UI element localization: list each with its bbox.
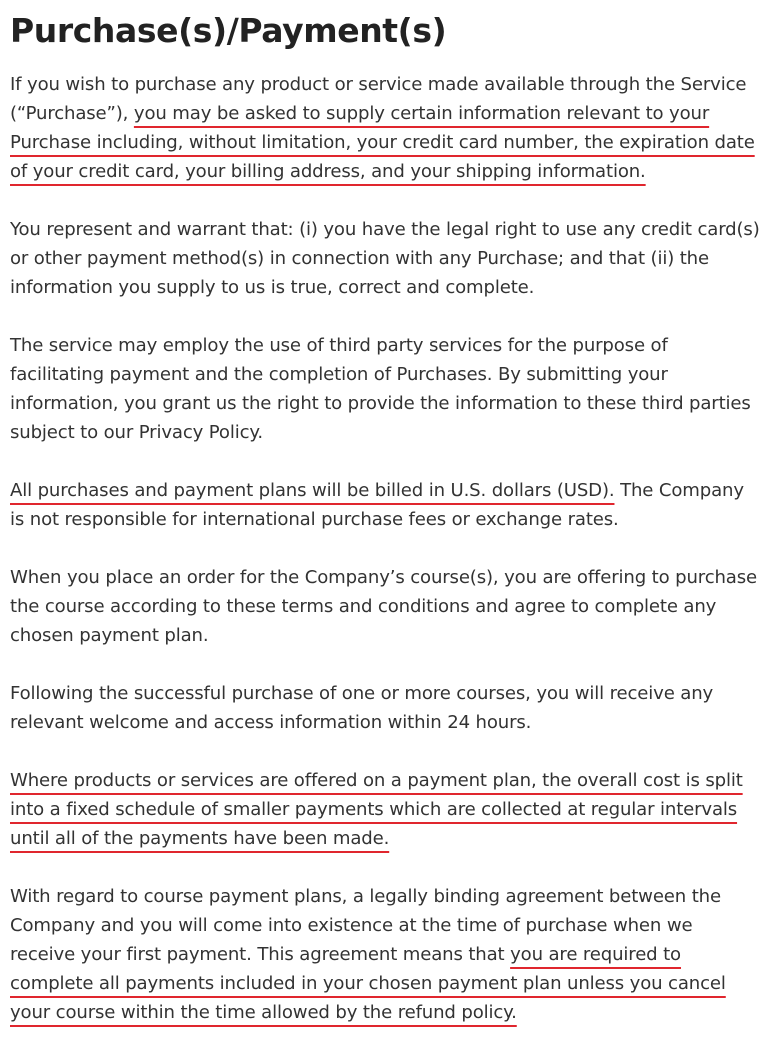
page-title: Purchase(s)/Payment(s) — [10, 11, 447, 50]
underlined-text: Where products or services are offered on a payment plan, the overall cost is split into a fixed schedule of smaller payments which are collected at regular intervals until all of the payments have been made. — [10, 770, 743, 849]
paragraph-text: Following the successful purchase of one or more courses, you will receive any relevant welcome and access information within 24 hours. — [10, 683, 714, 733]
paragraph-welcome-info — [10, 679, 760, 737]
paragraph-placing-order — [10, 563, 760, 650]
paragraph-third-party — [10, 331, 760, 447]
underlined-text: All purchases and payment plans will be billed in U.S. dollars (USD). — [10, 480, 615, 501]
paragraph-payment-plan — [10, 766, 760, 853]
paragraph-text-tail: The Company is not responsible for international purchase fees or exchange rates. — [10, 480, 744, 530]
paragraph-text: You represent and warrant that: (i) you have the legal right to use any credit card(s) or other payment method(s) in connection with any Purchase; and that (ii) the information you supply to us is true, correct and complete. — [10, 219, 760, 298]
paragraph-text: The service may employ the use of third party services for the purpose of facilitating payment and the completion of Purchases. By submitting your information, you grant us the right to provide the information to these third parties subject to our Privacy Policy. — [10, 335, 751, 443]
paragraph-text: With regard to course payment plans, a legally binding agreement between the Company and you will come into existence at the time of purchase when we receive your first payment. This agreement means that — [10, 886, 721, 965]
paragraph-text: When you place an order for the Company’s course(s), you are offering to purchase the course according to these terms and conditions and agree to complete any chosen payment plan. — [10, 567, 758, 646]
underlined-text: you may be asked to supply certain information relevant to your Purchase including, without limitation, your credit card number, the expiration date of your credit card, your billing address, and your shipping information. — [10, 103, 755, 182]
paragraph-text: If you wish to purchase any product or service made available through the Service (“Purchase”), — [10, 74, 747, 124]
paragraph-binding-agreement — [10, 882, 760, 1027]
paragraph-represent-warrant — [10, 215, 760, 302]
paragraph-purchase-info — [10, 70, 760, 186]
underlined-text: you are required to complete all payments included in your chosen payment plan unless you cancel your course within the time allowed by the refund policy. — [10, 944, 726, 1023]
paragraph-billing-currency — [10, 476, 760, 534]
